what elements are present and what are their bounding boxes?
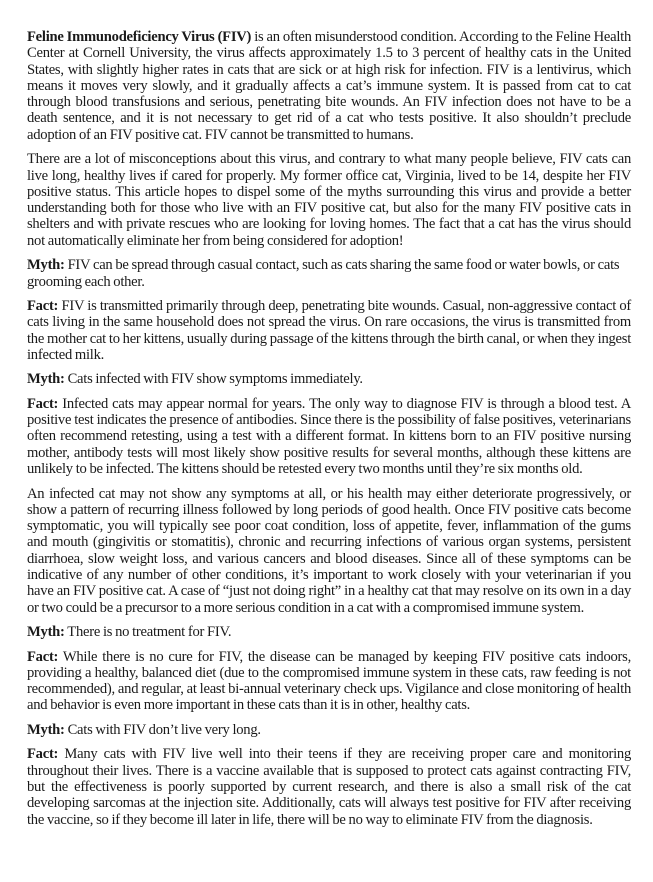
intro-text: is an often misunderstood condition. According to the Feline Health Center at Cornell University, the virus affects approximately 1.5 to 3 percent of healthy cats in the United States, with slightly higher rates in cats that are sick or at high risk for infection. FIV is a lentivirus, which means it moves very slowly, and it gradually affects a cat’s immune system. It is passed from cat to cat through blood transfusions and serious, penetrating bite wounds. An FIV infection does not have to be a death sentence, and it is not necessary to get rid of a cat who tests positive. It also shouldn’t preclude adoption of an FIV positive cat. FIV cannot be transmitted to humans. [27, 29, 631, 143]
myth-text: There is no treatment for FIV. [64, 624, 232, 641]
myth-label: Myth: [27, 257, 65, 274]
myth-text: FIV can be spread through casual contact, such as cats sharing the same food or water bowls, or cats grooming each other. [27, 257, 620, 290]
myth-paragraph [27, 257, 631, 290]
myth-label: Myth: [27, 624, 65, 641]
fact-paragraph [27, 649, 631, 714]
fact-label: Fact: [27, 648, 59, 665]
fact-paragraph [27, 298, 631, 363]
fact-paragraph [27, 396, 631, 477]
fact-text: Infected cats may appear normal for years. The only way to diagnose FIV is through a blood test. A positive test indicates the presence of antibodies. Since there is the possibility of false positives, veterinarians often recommend retesting, using a test with a different format. In kittens born to an FIV positive nursing mother, antibody tests will most likely show positive results for several months, although these kittens are unlikely to be infected. The kittens should be retested every two months until they’re six months old. [27, 395, 631, 478]
fact-paragraph [27, 746, 631, 827]
fact-text: FIV is transmitted primarily through deep, penetrating bite wounds. Casual, non-aggressive contact of cats living in the same household does not spread the virus. On rare occasions, the virus is transmitted from the mother cat to her kittens, usually during passage of the kittens through the birth canal, or when they ingest infected milk. [27, 298, 631, 363]
myth-paragraph [27, 722, 631, 738]
fact-label: Fact: [27, 746, 59, 763]
article-body [27, 29, 631, 836]
myth-label: Myth: [27, 721, 65, 738]
intro-paragraph [27, 29, 631, 143]
myth-label: Myth: [27, 371, 65, 388]
myth-text: Cats with FIV don’t live very long. [64, 721, 261, 738]
article-lead-term: Feline Immunodeficiency Virus (FIV) [27, 29, 252, 45]
fact-label: Fact: [27, 298, 59, 315]
myth-paragraph [27, 371, 631, 387]
fact-label: Fact: [27, 395, 59, 412]
fact-text: While there is no cure for FIV, the disease can be managed by keeping FIV positive cats indoors, providing a healthy, balanced diet (due to the compromised immune system in these cats, raw feeding is not recommended), and regular, at least bi-annual veterinary check ups. Vigilance and close monitoring of health and behavior is even more important in these cats than it is in other, healthy cats. [27, 648, 631, 714]
fact-continuation-paragraph: An infected cat may not show any symptoms at all, or his health may either deteriorate progressively, or show a pattern of recurring illness followed by long periods of good health. Once FIV positive cats become symptomatic, you will typically see poor coat condition, loss of appetite, fever, inflammation of the gums and mouth (gingivitis or stomatitis), chronic and recurring infections of various organ systems, persistent diarrhoea, slow weight loss, and various cancers and blood diseases. Since all of these symptoms can be indicative of any number of other conditions, it’s important to work closely with your veterinarian if you have an FIV positive cat. A case of “just not doing right” in a healthy cat that may resolve on its own in a day or two could be a precursor to a more serious condition in a cat with a compromised immune system. [27, 485, 631, 616]
myth-text: Cats infected with FIV show symptoms immediately. [64, 371, 363, 388]
fact-text: Many cats with FIV live well into their teens if they are receiving proper care and monitoring throughout their lives. There is a vaccine available that is supposed to protect cats against contracting FIV, but the effectiveness is poorly supported by current research, and there is also a small risk of the cat developing sarcomas at the injection site. Additionally, cats will always test positive for FIV after receiving the vaccine, so if they become ill later in life, there will be no way to eliminate FIV from the diagnosis. [27, 746, 631, 828]
myth-paragraph [27, 624, 631, 640]
background-paragraph: There are a lot of misconceptions about this virus, and contrary to what many people believe, FIV cats can live long, healthy lives if cared for properly. My former office cat, Virginia, lived to be 14, despite her FIV positive status. This article hopes to dispel some of the myths surrounding this virus and provide a better understanding both for those who live with an FIV positive cat, but also for the many FIV positive cats in shelters and with private rescues who are looking for loving homes. The fact that a cat has the virus should not automatically eliminate her from being considered for adoption! [27, 151, 631, 249]
